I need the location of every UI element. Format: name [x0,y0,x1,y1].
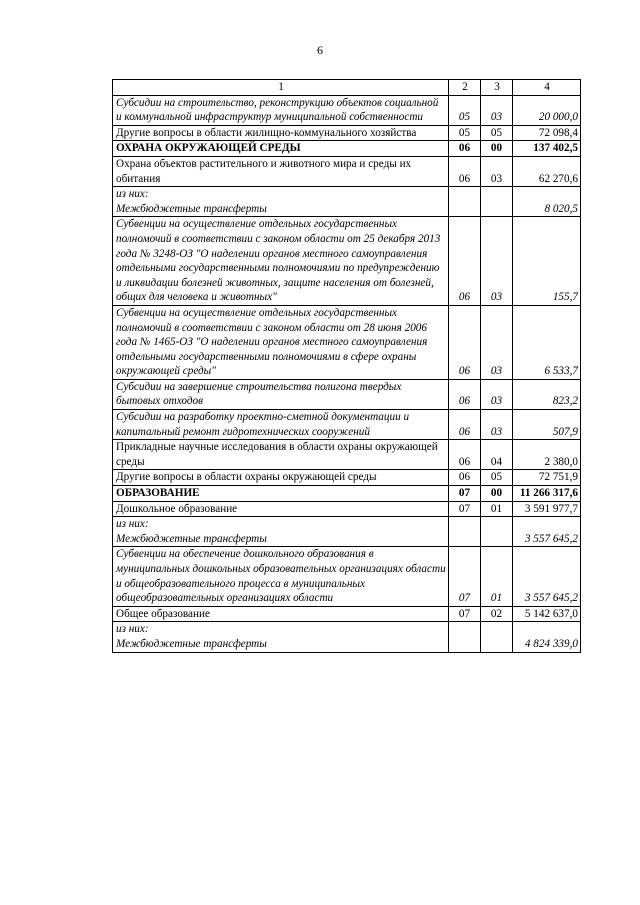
row-subsection: 05 [481,470,513,486]
row-subsection: 05 [481,125,513,141]
row-section: 06 [449,410,481,440]
table-row [113,501,581,517]
row-section: 05 [449,95,481,125]
row-amount: 823,2 [513,379,581,409]
row-section: 06 [449,217,481,306]
row-amount: 72 751,9 [513,470,581,486]
row-subsection: 03 [481,305,513,379]
row-subsection: 03 [481,379,513,409]
row-amount: 3 557 645,2 [513,547,581,606]
row-subsection: 00 [481,141,513,157]
row-name: Субвенции на обеспечение дошкольного образования в муниципальных дошкольных образовательных организациях области и общеобразовательного процесса в муниципальных общеобразовательных организациях области [113,547,449,606]
row-name: Прикладные научные исследования в области охраны окружающей среды [113,440,449,470]
header-cell-subsection: 3 [481,80,513,96]
row-section: 06 [449,156,481,186]
row-section: 07 [449,547,481,606]
row-amount: 3 557 645,2 [513,517,581,547]
row-name: Общее образование [113,606,449,622]
row-section: 06 [449,379,481,409]
row-amount: 62 270,6 [513,156,581,186]
budget-table [112,79,581,653]
table-row [113,606,581,622]
row-amount: 20 000,0 [513,95,581,125]
row-name: Субсидии на строительство, реконструкцию объектов социальной и коммунальной инфраструктур муниципальной собственности [113,95,449,125]
row-subsection [481,517,513,547]
row-amount: 72 098,4 [513,125,581,141]
table-row [113,547,581,606]
table-row [113,410,581,440]
row-section [449,187,481,217]
row-name: ОХРАНА ОКРУЖАЮЩЕЙ СРЕДЫ [113,141,449,157]
row-subsection [481,622,513,652]
row-section: 06 [449,305,481,379]
row-name: ОБРАЗОВАНИЕ [113,486,449,502]
row-amount: 11 266 317,6 [513,486,581,502]
header-cell-amount: 4 [513,80,581,96]
table-row [113,517,581,547]
row-name: Субвенции на осуществление отдельных государственных полномочий в соответствии с законом области от 28 июня 2006 года № 1465-ОЗ "О наделении органов местного самоуправления отдельными государственными полномочиями в сфере охраны окружающей среды" [113,305,449,379]
table-row [113,440,581,470]
row-section [449,622,481,652]
row-amount: 507,9 [513,410,581,440]
row-subsection: 01 [481,501,513,517]
row-subsection: 03 [481,410,513,440]
row-name: Субсидии на разработку проектно-сметной документации и капитальный ремонт гидротехнических сооружений [113,410,449,440]
row-subsection: 03 [481,156,513,186]
table-row [113,305,581,379]
row-amount: 155,7 [513,217,581,306]
row-section: 07 [449,486,481,502]
row-subsection [481,187,513,217]
row-section: 06 [449,440,481,470]
row-name: из них: Межбюджетные трансферты [113,622,449,652]
row-name: Субсидии на завершение строительства полигона твердых бытовых отходов [113,379,449,409]
table-row [113,141,581,157]
header-cell-name: 1 [113,80,449,96]
row-section [449,517,481,547]
row-subsection: 03 [481,95,513,125]
row-subsection: 03 [481,217,513,306]
table-row [113,125,581,141]
row-section: 07 [449,606,481,622]
header-row [113,80,581,96]
table-row [113,95,581,125]
row-name: Охрана объектов растительного и животного мира и среды их обитания [113,156,449,186]
row-name: Дошкольное образование [113,501,449,517]
table-row [113,379,581,409]
row-amount: 4 824 339,0 [513,622,581,652]
row-name: из них: Межбюджетные трансферты [113,187,449,217]
table-row [113,217,581,306]
row-amount: 3 591 977,7 [513,501,581,517]
row-amount: 8 020,5 [513,187,581,217]
row-subsection: 01 [481,547,513,606]
row-amount: 137 402,5 [513,141,581,157]
table-row [113,486,581,502]
row-name: Другие вопросы в области жилищно-коммунального хозяйства [113,125,449,141]
header-cell-section: 2 [449,80,481,96]
row-amount: 2 380,0 [513,440,581,470]
row-section: 06 [449,141,481,157]
row-section: 07 [449,501,481,517]
table-row [113,470,581,486]
row-subsection: 02 [481,606,513,622]
row-name: Субвенции на осуществление отдельных государственных полномочий в соответствии с законом области от 25 декабря 2013 года № 3248-ОЗ "О наделении органов местного самоуправления отдельными государственными полномочиями по предупреждению и ликвидации болезней животных, защите населения от болезней, общих для человека и животных" [113,217,449,306]
row-amount: 6 533,7 [513,305,581,379]
row-section: 05 [449,125,481,141]
table-row [113,187,581,217]
table-row [113,156,581,186]
row-name: из них: Межбюджетные трансферты [113,517,449,547]
table-row [113,622,581,652]
row-subsection: 04 [481,440,513,470]
budget-table-body [113,80,581,653]
row-amount: 5 142 637,0 [513,606,581,622]
row-name: Другие вопросы в области охраны окружающей среды [113,470,449,486]
page-number: 6 [317,43,323,57]
row-section: 06 [449,470,481,486]
row-subsection: 00 [481,486,513,502]
